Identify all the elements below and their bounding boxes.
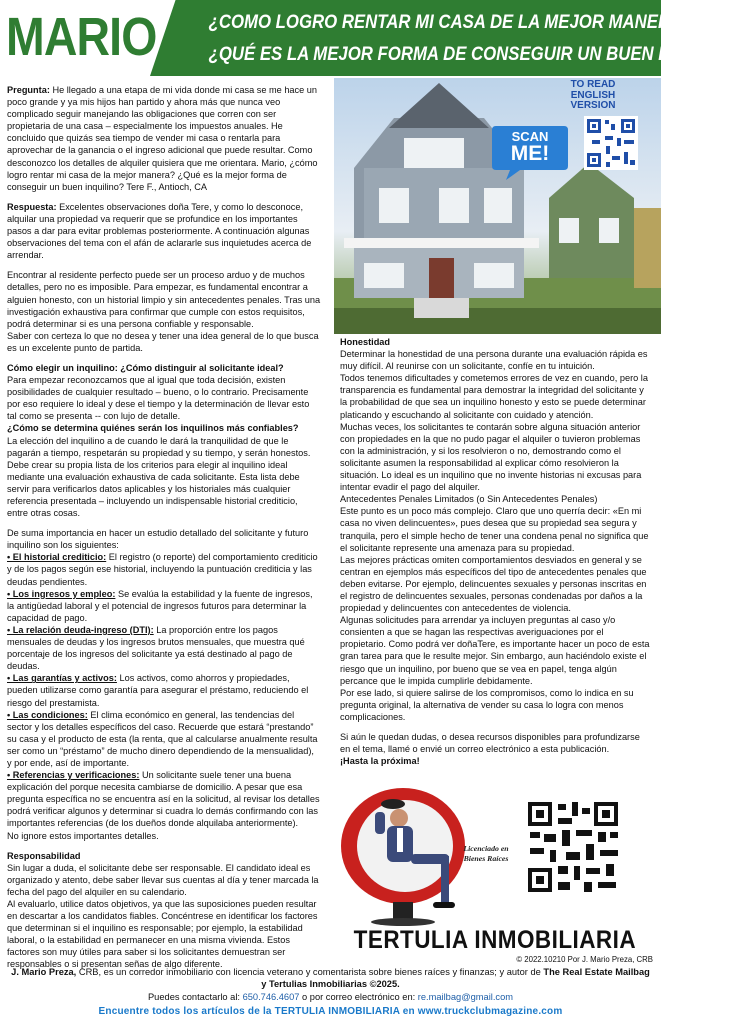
- sign-off: ¡Hasta la próxima!: [340, 756, 420, 767]
- paragraph: Saber con certeza lo que no desea y tener una idea general de lo que busca es un excelente punto de partida.: [7, 330, 319, 353]
- author-bio: [10, 966, 651, 990]
- header: [0, 0, 755, 76]
- qr-code-icon: [526, 800, 620, 894]
- contact-middle: o por correo electrónico en:: [299, 992, 418, 1002]
- headline-line-2: ¿QUÉ ES LA MEJOR FORMA DE CONSEGUIR UN BUEN INQUILINO?: [208, 43, 755, 65]
- english-version-label: [548, 80, 638, 112]
- bullet-text: Se evalúa la estabilidad y la fuente de ingresos, la antigüedad laboral y el potencial de ingresos futuros para determinar la capacidad de pago.: [7, 588, 313, 623]
- bullet-item: [7, 624, 321, 672]
- qr-code-bottom[interactable]: [526, 800, 620, 894]
- scan-me-bubble: [490, 122, 570, 182]
- bullet-text: La proporción entre los pagos mensuales de deudas y los ingresos brutos mensuales, que muestra qué porcentaje de los ingresos del solicitante ya está destinado al pago de deudas.: [7, 624, 305, 672]
- answer: [7, 201, 321, 261]
- english-text: ENGLISH: [570, 89, 616, 101]
- paragraph: Las mejores prácticas omiten comportamientos desviados en general y se centran en ejemplos más específicos del tipo de antecedentes penales que deben evitarse. Por ejemplo, delincuentes sexuales y personas inscritas en el registro de delincuentes sexuales, personas condenadas por daños a la propiedad y delincuentes con antecedentes de violencia.: [340, 554, 647, 614]
- scan-text: SCAN: [511, 129, 549, 144]
- section-heading: Responsabilidad: [7, 850, 81, 861]
- paragraph: La elección del inquilino a de cuando le dará la tranquilidad de que le pagarán a tiempo, respetarán su propiedad y su tiempo, y serán honestos. Debe crear su propia lista de los criterios para elegir al inquilino ideal mediante una evaluación exhaustiva de cada solicitante. Esta lista debe servir para verificarlos datos aplicables y los historiales más cualquier referencia presentada – incluyendo un indispensable historial crediticio, entre otras cosas.: [7, 435, 311, 519]
- right-column: [340, 336, 652, 767]
- paragraph: Si aún le quedan dudas, o desea recursos disponibles para profundizarse en el tema, llamé o envié un correo electrónico a esta publicación.: [340, 732, 640, 755]
- bullet-item: [7, 551, 321, 587]
- paragraph: Determinar la honestidad de una persona durante una evaluación rápida es muy difícil. Al reunirse con un solicitante, confíe en tu intuición.: [340, 349, 648, 372]
- email-link[interactable]: re.mailbag@gmail.com: [417, 992, 513, 1002]
- bio-text: CRB, es un corredor inmobiliario con licencia veterano y comentarista sobre bienes raíces y finanzas; y autor de: [76, 967, 544, 977]
- qr-code-icon: [584, 116, 638, 170]
- paragraph: Al evaluarlo, utilice datos objetivos, ya que las suposiciones pueden resultar en descartar a los candidatos fiables. Concéntrese en identificar los factores que determinan si el inquilino es responsable; por ejemplo, la estabilidad laboral, o la estabilidad en permanecer en una misma vivienda. Estos factores son muy útiles para saber si los solicitantes demuestran ser responsables o si presentan señas de algo diferente.: [7, 899, 318, 970]
- contact-prefix: Puedes contactarlo al:: [147, 992, 243, 1002]
- qr-code-english[interactable]: [584, 116, 638, 170]
- bullet-label: • La relación deuda-ingreso (DTI):: [7, 624, 154, 635]
- question: [7, 84, 321, 193]
- bullet-label: • Los ingresos y empleo:: [7, 588, 116, 599]
- bullet-text: El clima económico en general, las tendencias del sector y los detalles específicos del caso. Recuerde que estará “prestando” su casa y el producto de esta (la renta, que al calcularse anualmente resulta ser como un “préstamo” de mucho dinero dependiendo de la mensualidad), y por ende, así de importante.: [7, 709, 318, 768]
- bullet-item: [7, 588, 321, 624]
- answer-text: Excelentes observaciones doña Tere, y como lo desconoce, alquilar una propiedad va requerir que se profundice en los importantes pasos a dar para evitar problemas posteriormente. A continuación algunas observaciones del tema con el afán de aclararle sus inquietudes acerca de arrendar.: [7, 201, 312, 261]
- paragraph: Sin lugar a duda, el solicitante debe ser responsable. El candidato ideal es organizado y atento, debe saber llevar sus cuentas al día y tener marcada la fecha del pago del alquiler en su calendario.: [7, 862, 319, 897]
- bullet-text: Un solicitante suele tener una buena explicación del porque necesita cambiarse de domicilio. A pesar que esa pregunta específica no se encuentra así en la solicitud, al revisar los detalles podrá verificar algunos y determinar si cuadra lo demás confirmando con las importantes referencias (de los dueños donde alquilaba anteriormente).: [7, 770, 320, 829]
- phone-link[interactable]: 650.746.4607: [242, 992, 300, 1002]
- bullet-label: • El historial crediticio:: [7, 552, 107, 563]
- version-text: VERSION: [570, 100, 616, 111]
- bullet-item: [7, 709, 321, 769]
- paragraph: Para empezar reconozcamos que al igual que toda decisión, existen posibilidades de cualquier resultado – bueno, o lo contrario. Precisamente por eso requiere lo ideal y dese el tiempo y la determinación de llevar esto tal como se presenta -- con lujo de detalle.: [7, 375, 310, 422]
- logo: MARIO: [6, 7, 157, 67]
- paragraph: Todos tenemos dificultades y cometemos errores de vez en cuando, pero la transparencia es fundamental para demostrar la integridad del solicitante y la probabilidad de que sea un inquilino honesto y esto se puede determinar platicando y escuchando al solicitante con cuidado y atención.: [340, 373, 648, 420]
- section-heading: Honestidad: [340, 337, 391, 347]
- bullet-text: Los activos, como ahorros y propiedades, pueden utilizarse como garantía para asegurar el préstamo, reduciendo el riesgo del prestamista.: [7, 673, 309, 708]
- headline: [175, 6, 755, 70]
- me-text: ME!: [510, 142, 550, 165]
- bullet-label: • Las garantías y activos:: [7, 673, 117, 684]
- licensed-caption: [446, 844, 526, 864]
- contact-line: [10, 992, 651, 1002]
- section-heading: Cómo elegir un inquilino: ¿Cómo distinguir al solicitante ideal?: [7, 362, 284, 373]
- licensed-line-1: Licenciado en: [463, 844, 509, 853]
- paragraph: De suma importancia en hacer un estudio detallado del solicitante y futuro inquilino son los siguientes:: [7, 528, 309, 551]
- section-heading: Antecedentes Penales Limitados (o Sin Antecedentes Penales): [340, 494, 598, 505]
- bullet-item: [7, 769, 321, 829]
- headline-line-1: ¿COMO LOGRO RENTAR MI CASA DE LA MEJOR MANERA?: [208, 11, 693, 33]
- left-column: [7, 84, 321, 971]
- website-link[interactable]: Encuentre todos los artículos de la TERTULIA INMOBILIARIA en www.truckclubmagazine.com: [98, 1006, 563, 1017]
- bullet-text: El registro (o reporte) del comportamiento crediticio y de los pagos según ese historial, incluyendo la puntuación crediticia y las deudas pendientes.: [7, 552, 318, 587]
- paragraph: Algunas solicitudes para arrendar ya incluyen preguntas al caso y/o consienten a que se hagan las respectivas averiguaciones por el propietario. Como podrá ver doñaTere, es importante hacer un poco de esta gran tarea para que le resulte mejor. Sin embargo, aun haciéndolo existe el riesgo que un inquilino, por bueno que se vea en papel, tenga algún percance que le impida cumplirle debidamente.: [340, 615, 650, 686]
- bio-name: J. Mario Preza,: [11, 967, 77, 977]
- bullet-label: • Referencias y verificaciones:: [7, 770, 140, 781]
- bullet-label: • Las condiciones:: [7, 709, 88, 720]
- bio-book: The Real Estate Mailbag y Tertulias Inmobiliarias ©2025.: [261, 967, 650, 989]
- question-text: He llegado a una etapa de mi vida donde mi casa se me hace un poco grande y ya mis hijos han partido y ahora más que nunca veo complicado seguir manejando las obligaciones que corren con ser propietaria de una casa – especialmente los impuestos anuales. He concluido que quizás sea tiempo de vender mi casa o rentarla para aprovechar de la ganancia o el ingreso adicional que puede resultar. Como desconozco los detalles de alquiler quisiera que me orientara. Mario, ¿cómo logro rentar mi casa de la mejor manera? ¿Qué es la mejor forma de conseguir un buen inquilino? Tere F., Antioch, CA: [7, 85, 318, 192]
- paragraph: Este punto es un poco más complejo. Claro que uno querría decir: «En mi casa no viven delincuentes», pues desea que su propiedad sea segura y tranquila, pero el simple hecho de tener una condena penal no significa que el solicitante represente una amenaza para su propiedad.: [340, 506, 649, 553]
- section-heading: ¿Cómo se determina quiénes serán los inquilinos más confiables?: [7, 423, 299, 434]
- brand-text: TERTULIA INMOBILIARIA: [353, 926, 637, 954]
- paragraph: Por ese lado, si quiere salirse de los compromisos, como lo indica en su pregunta original, la alternativa de vender su casa lo logra con menos complicaciones.: [340, 687, 634, 722]
- copyright: © 2022.10210 Por J. Mario Preza, CRB: [516, 955, 653, 964]
- answer-label: Respuesta:: [7, 201, 57, 212]
- to-read-text: TO READ: [570, 79, 616, 90]
- logo-block: [0, 0, 160, 76]
- question-label: Pregunta:: [7, 85, 50, 95]
- paragraph: Muchas veces, los solicitantes te contarán sobre alguna situación anterior con propiedades en la que no pudo pagar el alquiler o tuvieron problemas con la administración, y si los resolvieron o no, demostrando como el solicitante asumen la responsabilidad al explicar cómo resolvieron la situación. Lo ideal es un inquilino que no invente historias ni excusas para intentar evadir el pago del alquiler.: [340, 421, 642, 493]
- paragraph: Encontrar al residente perfecto puede ser un proceso arduo y de muchos detalles, pero no es imposible. Para empezar, es fundamental encontrar a alguien honesto, con un historial limpio y sin antecedentes penales. Tras una investigación exhaustiva para confirmar que cumple con estos requisitos, podrá determinar si es una persona confiable y responsable.: [7, 270, 321, 329]
- licensed-line-2: Bienes Raíces: [463, 854, 509, 863]
- brand-title: [330, 926, 660, 955]
- paragraph: No ignore estos importantes detalles.: [7, 830, 159, 841]
- bullet-item: [7, 672, 321, 708]
